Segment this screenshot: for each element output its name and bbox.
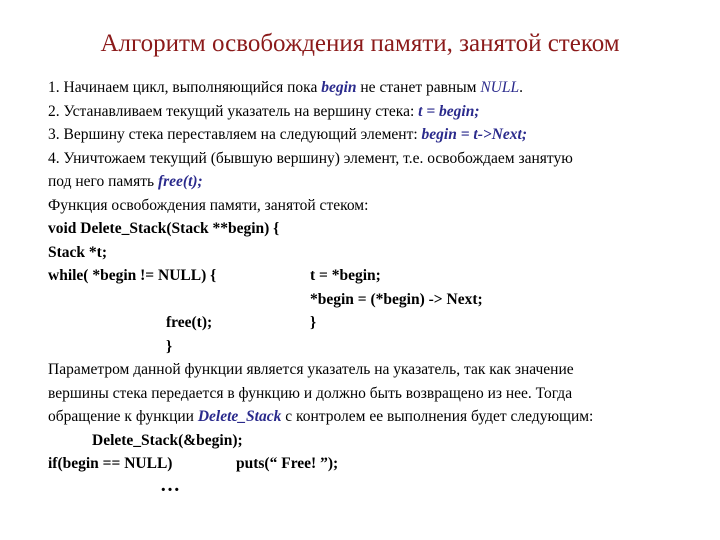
code-close-func: } [166,337,173,355]
code-line-6 [48,335,708,359]
code-line-2 [48,241,708,265]
call-statement: Delete_Stack(&begin); [92,431,243,449]
code-free: free(t); [166,314,213,331]
explain-func-name: Delete_Stack [197,408,282,425]
step-4-text-2: под него память [48,173,158,190]
step-1-null: NULL [480,79,520,96]
explain-text-2: вершины стека передается в функцию и должно быть возвращено из нее. Тогда [48,384,573,402]
step-3 [48,123,708,147]
explain-text-3: обращение к функции [48,408,198,425]
step-1-begin: begin [321,79,357,96]
code-line-1 [48,217,708,241]
code-while: while( *begin != NULL) { [48,267,217,284]
explain-2 [48,382,708,406]
code-close-while: } [310,314,317,331]
dots-line [48,473,708,500]
code-line-4 [48,288,708,312]
step-3-text: 3. Вершину стека переставляем на следующий элемент: [48,126,422,143]
explain-text-1: Параметром данной функции является указатель на указатель, так как значение [48,361,574,378]
explain-1 [48,358,708,382]
check-condition: if(begin == NULL) [48,455,173,472]
step-1 [48,76,708,100]
check-line [48,452,708,476]
step-2-code: t = begin; [418,102,480,120]
step-2-text: 2. Устанавливаем текущий указатель на вершину стека: [48,102,419,120]
step-1-text-2: не станет равным [356,79,481,96]
code-declaration: Stack *t; [48,243,107,261]
code-line-3 [48,264,708,288]
step-1-text: 1. Начинаем цикл, выполняющийся пока [48,79,322,96]
slide-title: Алгоритм освобождения памяти, занятой стеком [100,30,620,57]
step-3-code: begin = t->Next; [421,126,528,143]
code-assign-begin: *begin = (*begin) -> Next; [310,290,483,308]
step-2 [48,100,708,124]
step-4-code: free(t); [157,173,203,190]
code-signature: void Delete_Stack(Stack **begin) { [48,220,280,237]
step-4-cont [48,170,708,194]
ellipsis: … [160,473,182,496]
check-puts: puts(“ Free! ”); [236,455,339,472]
code-intro-text: Функция освобождения памяти, занятой стеком: [48,196,369,214]
code-assign-t: t = *begin; [310,267,381,284]
slide-body [48,76,708,499]
step-1-period: . [519,79,523,96]
step-4-text: 4. Уничтожаем текущий (бывшую вершину) элемент, т.е. освобождаем занятую [48,149,573,167]
code-line-5 [48,311,708,335]
call-line [48,429,708,453]
explain-text-4: с контролем ее выполнения будет следующим: [281,408,594,425]
code-intro [48,194,708,218]
step-4 [48,147,708,171]
explain-3 [48,405,708,429]
